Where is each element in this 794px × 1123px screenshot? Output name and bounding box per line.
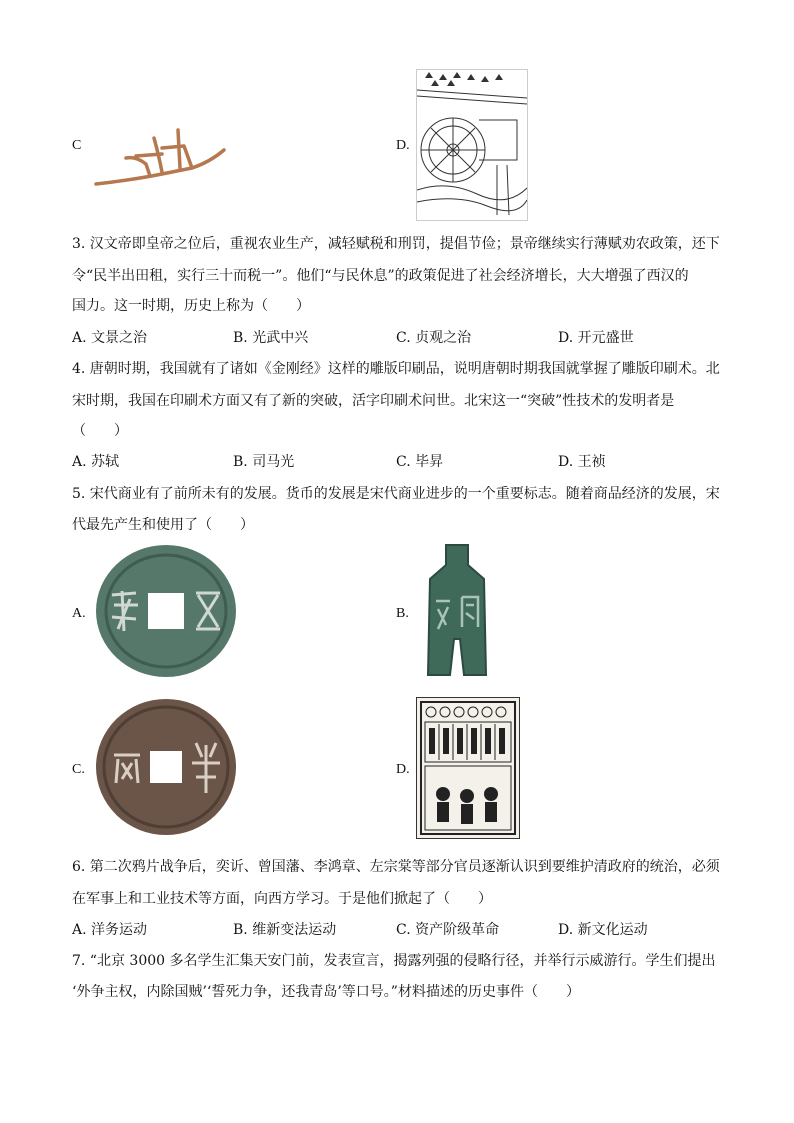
q5-line-2: 代最先产生和使用了（ ） (72, 517, 254, 533)
q4-option-b[interactable]: B. 司马光 (233, 454, 295, 470)
paper-banknote (417, 698, 519, 838)
option-d-label: D. (396, 138, 410, 153)
waterwheel-drawing (417, 70, 527, 220)
q6-option-a[interactable]: A. 洋务运动 (72, 922, 148, 938)
plow-drawing (92, 116, 228, 190)
q6-line-2: 在军事上和工业技术等方面，向西方学习。于是他们掀起了（ ） (72, 891, 492, 907)
q6-line-1: 6. 第二次鸦片战争后，奕䜣、曾国藩、李鸿章、左宗棠等部分官员逐渐认识到要维护清政府的统治，必须 (72, 859, 720, 875)
q4-line-1: 4. 唐朝时期，我国就有了诸如《金刚经》这样的雕版印刷品，说明唐朝时期我国就掌握了雕版印刷术。北 (72, 361, 720, 377)
q5-option-c-label[interactable]: C. (72, 762, 85, 777)
q7-line-2: ‘外争主权，内除国贼’‘誓死力争，还我青岛’等口号。”材料描述的历史事件（ ） (72, 984, 580, 1000)
q3-option-b[interactable]: B. 光武中兴 (233, 330, 309, 346)
q3-line-2: 令“民半出田租，实行三十而税一”。他们“与民休息”的政策促进了社会经济增长，大大增强了西汉的 (72, 268, 689, 284)
q6-option-c[interactable]: C. 资产阶级革命 (396, 922, 500, 938)
q5-option-b-label[interactable]: B. (396, 606, 409, 621)
q3-option-d[interactable]: D. 开元盛世 (558, 330, 634, 346)
q7-line-1: 7. “北京 3000 多名学生汇集天安门前，发表宣言，揭露列强的侵略行径，并举行示威游行。学生们提出 (72, 953, 716, 969)
q5-line-1: 5. 宋代商业有了前所未有的发展。货币的发展是宋代商业进步的一个重要标志。随着商品经济的发展，宋 (72, 486, 720, 502)
q4-line-3: （ ） (72, 423, 128, 439)
q3-line-1: 3. 汉文帝即皇帝之位后，重视农业生产，减轻赋税和刑罚，提倡节俭；景帝继续实行薄赋劝农政策，还下 (72, 236, 720, 252)
coin-a-image (92, 543, 240, 679)
round-coin-green (92, 543, 240, 679)
option-c-label: C (72, 138, 82, 153)
q6-option-d[interactable]: D. 新文化运动 (558, 922, 648, 938)
waterwheel-image (416, 69, 528, 221)
spade-coin (416, 543, 498, 681)
q4-option-a[interactable]: A. 苏轼 (72, 454, 120, 470)
coin-b-image (416, 543, 498, 681)
round-coin-bronze (92, 697, 240, 837)
q4-option-d[interactable]: D. 王祯 (558, 454, 606, 470)
plow-image (92, 116, 228, 190)
q3-option-c[interactable]: C. 贞观之治 (396, 330, 472, 346)
jiaozi-image (416, 697, 520, 839)
q6-option-b[interactable]: B. 维新变法运动 (233, 922, 337, 938)
q3-line-3: 国力。这一时期，历史上称为（ ） (72, 298, 310, 314)
q4-line-2: 宋时期，我国在印刷术方面又有了新的突破，活字印刷术问世。北宋这一“突破”性技术的发明者是 (72, 393, 675, 409)
q5-option-a-label[interactable]: A. (72, 606, 86, 621)
q3-option-a[interactable]: A. 文景之治 (72, 330, 148, 346)
coin-c-image (92, 697, 240, 837)
q4-option-c[interactable]: C. 毕昇 (396, 454, 444, 470)
q5-option-d-label[interactable]: D. (396, 762, 410, 777)
